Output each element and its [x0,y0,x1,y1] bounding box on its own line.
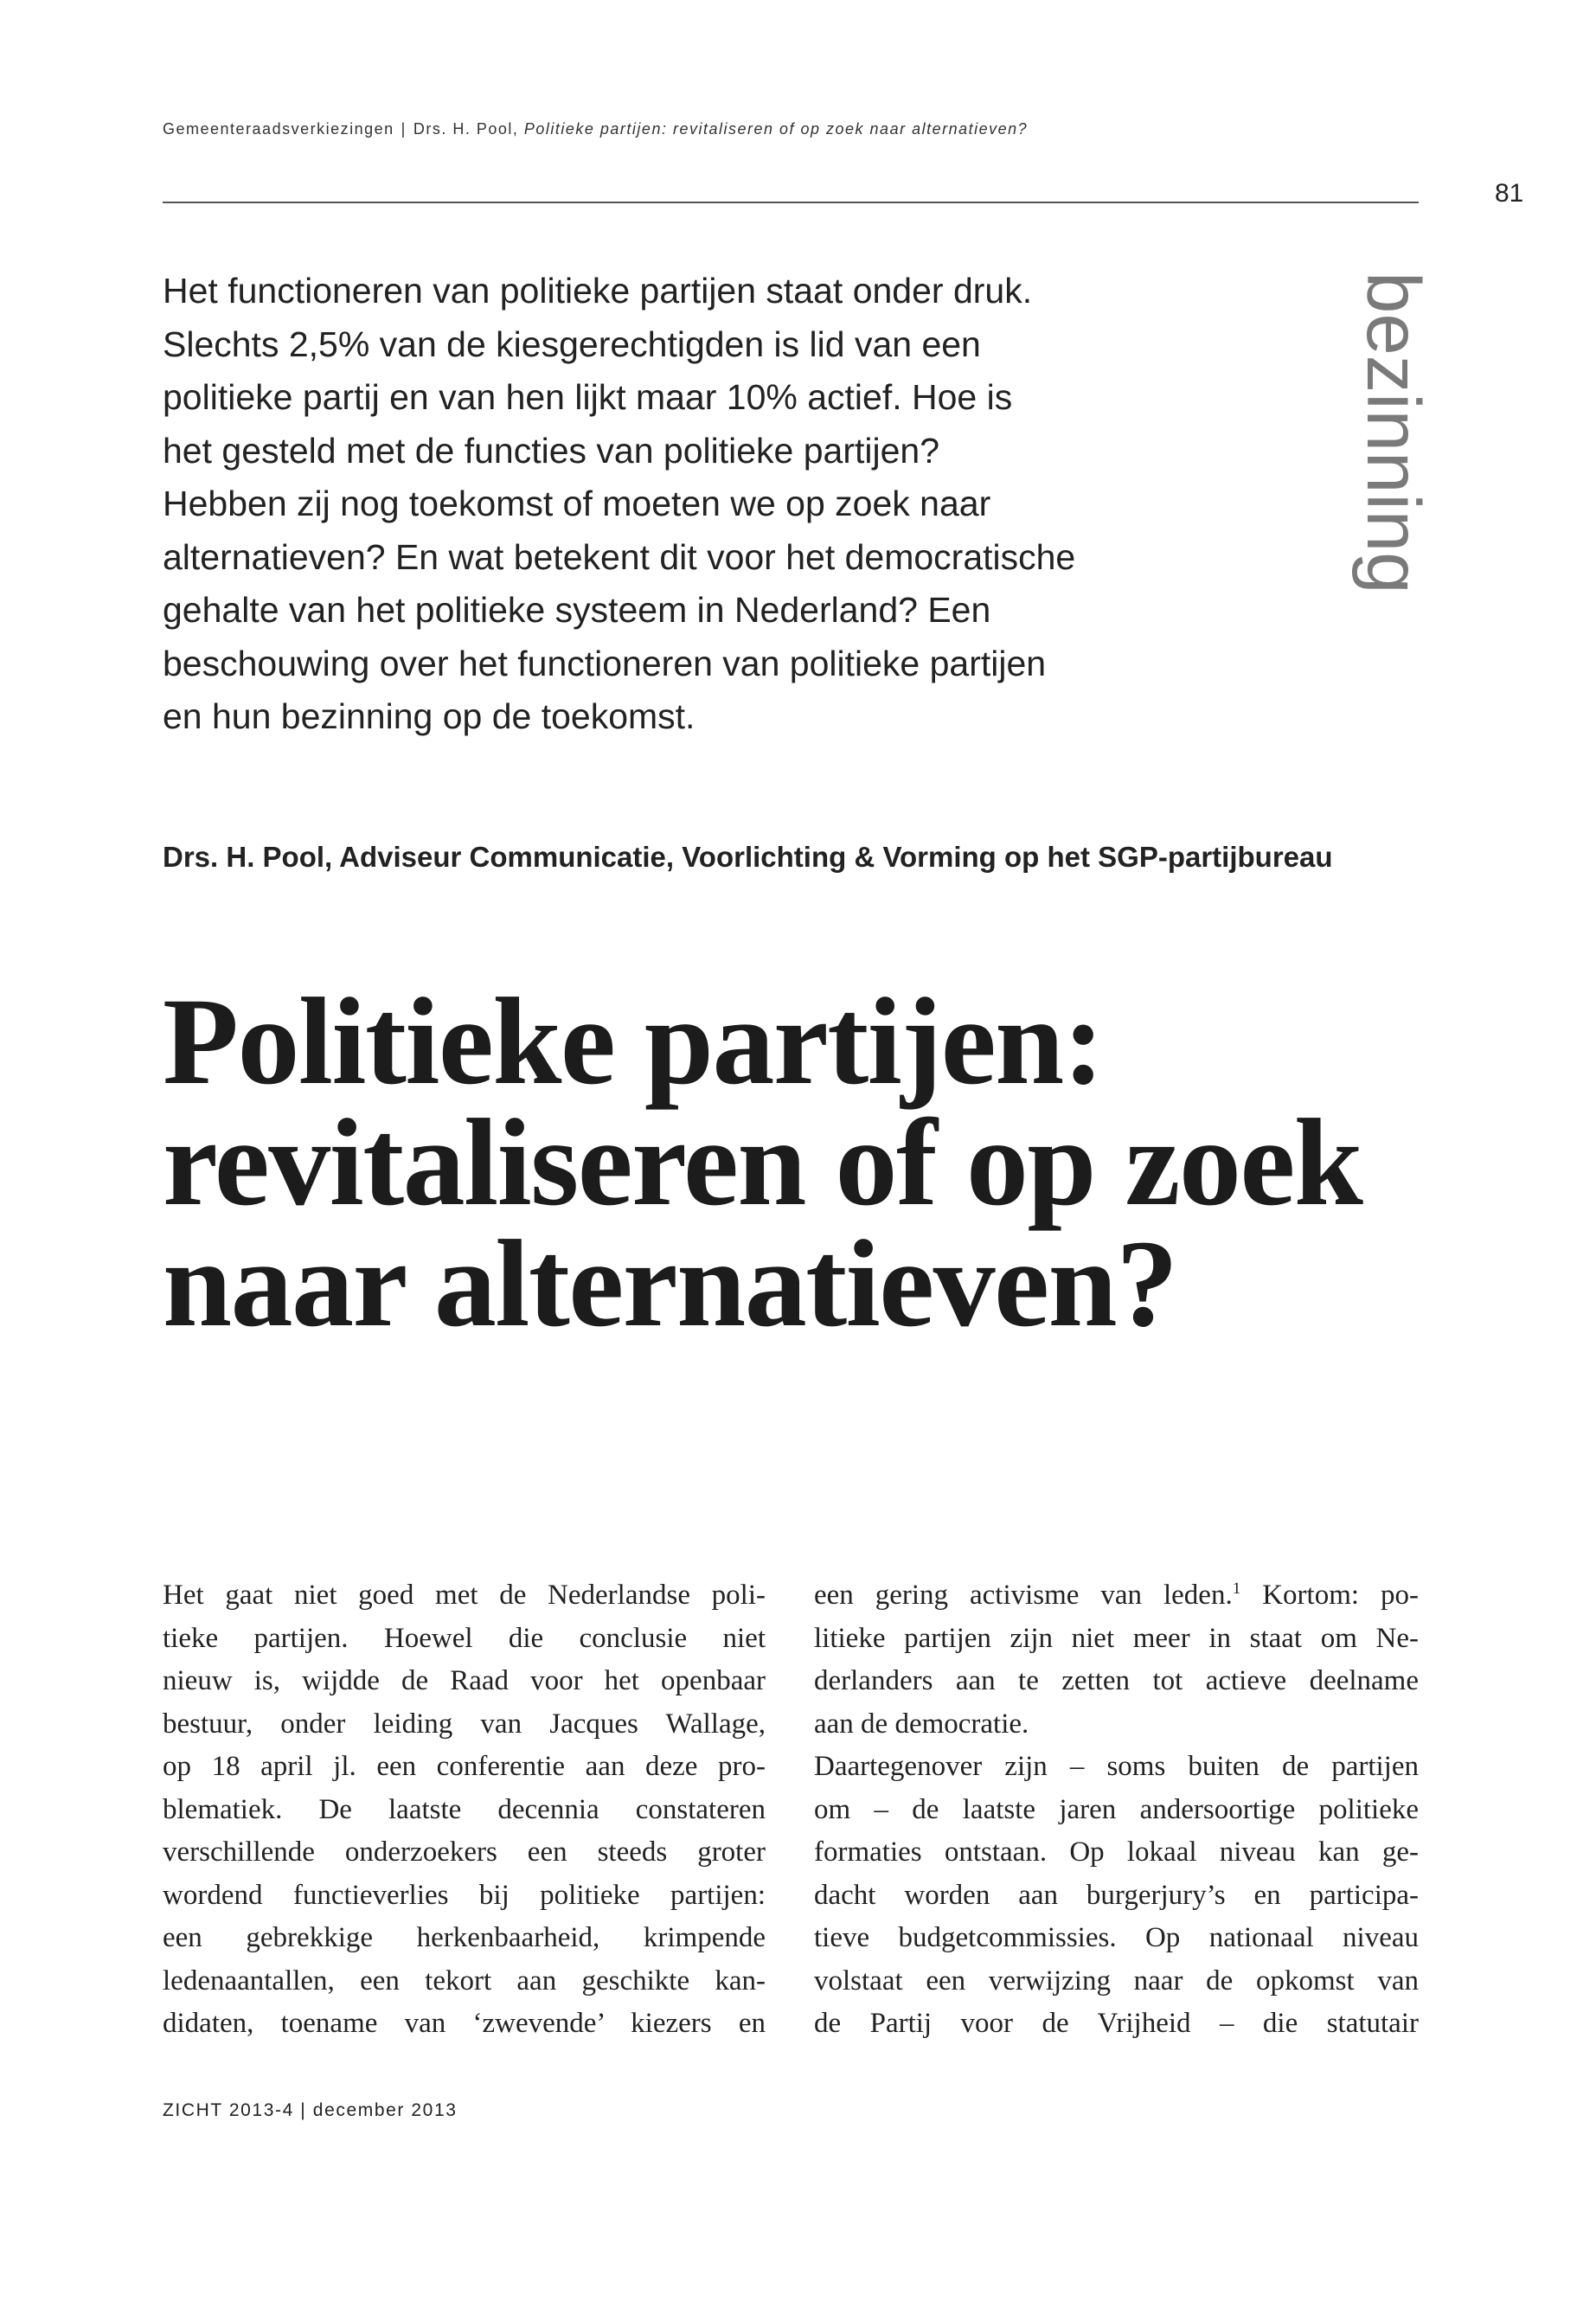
body-line [814,1574,1419,1618]
body-line: nieuw is, wijdde de Raad voor het openbaar [163,1665,766,1696]
footnote-reference: 1 [1232,1580,1241,1598]
body-line: didaten, toename van ‘zwevende’ kiezers en [163,2008,766,2039]
running-header [163,119,1028,139]
intro-line: het gesteld met de functies van politieke partijen? [163,430,939,471]
body-line: op 18 april jl. een conferentie aan deze pro- [163,1751,766,1782]
body-text: een gering activisme van leden. [814,1580,1233,1611]
section-label-vertical: bezinning [1351,272,1435,594]
header-article-title: Politieke partijen: revitaliseren of op zoek naar alternatieven? [523,120,1029,138]
body-line: derlanders aan te zetten tot actieve deelname [814,1665,1419,1696]
page-number: 81 [1495,179,1524,208]
intro-paragraph [163,265,1075,744]
body-line: aan de democratie. [814,1708,1029,1740]
body-line: ledenaantallen, een tekort aan geschikte kan- [163,1965,766,1997]
title-line: naar alternatieven? [163,1215,1177,1353]
body-left-column [163,1574,766,2046]
page-footer: ZICHT 2013-4 | december 2013 [163,2100,458,2120]
intro-line: en hun bezinning op de toekomst. [163,696,695,736]
body-line: litieke partijen zijn niet meer in staat om Ne- [814,1622,1419,1654]
intro-line: alternatieven? En wat betekent dit voor het democratische [163,536,1076,577]
intro-line: Het functioneren van politieke partijen staat onder druk. [163,271,1033,311]
intro-line: Hebben zij nog toekomst of moeten we op zoek naar [163,484,991,523]
body-line: verschillende onderzoekers een steeds groter [163,1836,766,1868]
body-line: een gebrekkige herkenbaarheid, krimpende [163,1922,766,1953]
body-line: tieke partijen. Hoewel die conclusie niet [163,1622,766,1654]
body-line: wordend functieverlies bij politieke partijen: [163,1879,766,1911]
article-title [163,973,1362,1353]
title-line: revitaliseren of op zoek [163,1094,1362,1232]
body-line: de Partij voor de Vrijheid – die statutair [814,2008,1419,2039]
body-line: tieve budgetcommissies. Op nationaal niveau [814,1922,1419,1953]
body-line: volstaat een verwijzing naar de opkomst van [814,1965,1419,1997]
body-right-column [814,1574,1419,2046]
intro-line: politieke partij en van hen lijkt maar 10% actief. Hoe is [163,377,1013,417]
title-line: Politieke partijen: [163,973,1104,1111]
header-section-name: Gemeenteraadsverkiezingen [163,120,394,138]
intro-line: gehalte van het politieke systeem in Nederland? Een [163,590,991,630]
body-text: Kortom: po- [1240,1580,1419,1611]
body-line: bestuur, onder leiding van Jacques Wallage, [163,1708,766,1740]
intro-line: Slechts 2,5% van de kiesgerechtigden is lid van een [163,324,981,364]
body-line: Daartegenover zijn – soms buiten de partijen [814,1751,1419,1782]
body-line: formaties ontstaan. Op lokaal niveau kan ge- [814,1836,1419,1868]
intro-line: beschouwing over het functioneren van politieke partijen [163,643,1047,683]
header-separator: | [401,120,407,138]
header-author: Drs. H. Pool, [413,120,519,138]
author-byline: Drs. H. Pool, Adviseur Communicatie, Voorlichting & Vorming op het SGP-partijbureau [163,841,1333,873]
body-line: dacht worden aan burgerjury’s en participa- [814,1879,1419,1911]
body-line: blematiek. De laatste decennia constateren [163,1793,766,1825]
header-rule [163,202,1419,203]
body-line: Het gaat niet goed met de Nederlandse poli- [163,1580,766,1611]
body-line: om – de laatste jaren andersoortige politieke [814,1793,1419,1825]
